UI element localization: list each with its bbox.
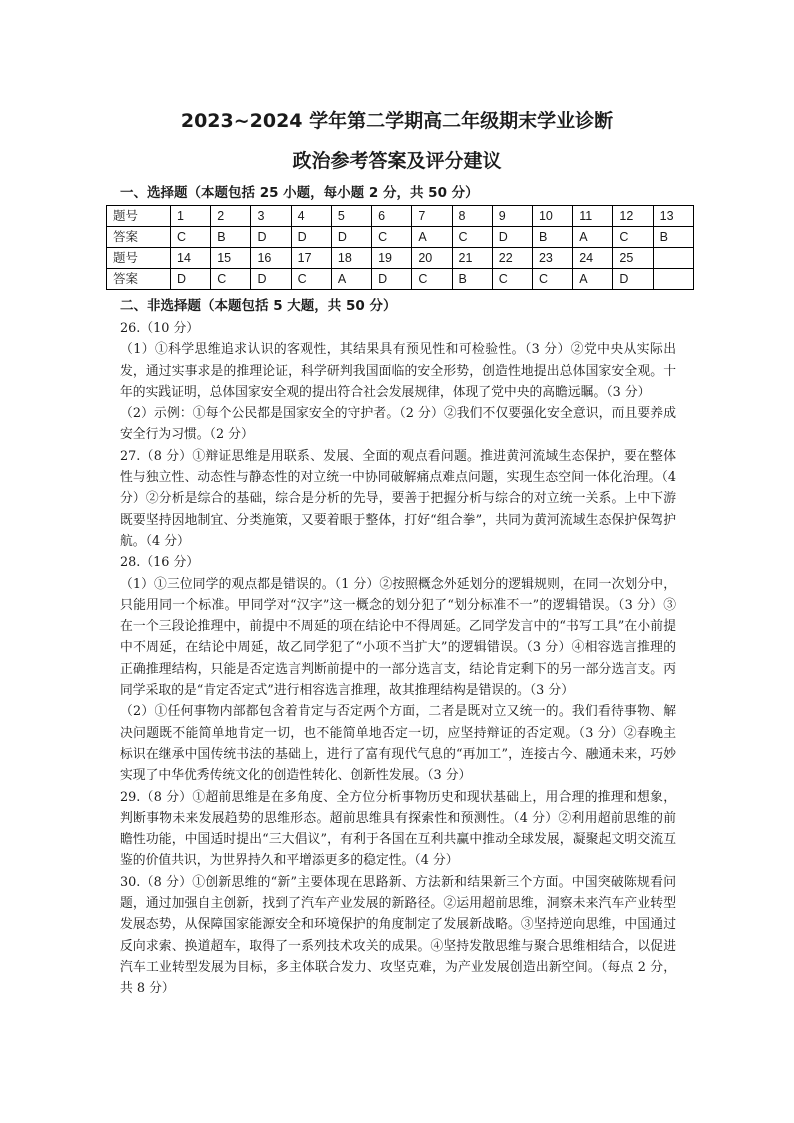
- table-row: [107, 248, 694, 269]
- question-number: 22: [492, 248, 532, 269]
- answer-paragraph: （1）①科学思维追求认识的客观性，其结果具有预见性和可检验性。（3 分）②党中央从实际出发，通过实事求是的推理论证，科学研判我国面临的安全形势，创造性地提出总体国家安全观。十年的实践证明，总体国家安全观的提出符合社会发展规律，体现了党中央的高瞻远瞩。（3 分）: [120, 342, 676, 400]
- question-number: 3: [251, 206, 291, 227]
- question-number: 2: [211, 206, 251, 227]
- answer-cell: C: [532, 269, 572, 290]
- question-number: 17: [291, 248, 331, 269]
- answer-cell: [653, 269, 693, 290]
- question-number: 25: [613, 248, 653, 269]
- answer-cell: B: [653, 227, 693, 248]
- question-number: 9: [492, 206, 532, 227]
- question-number: 12: [613, 206, 653, 227]
- answer-paragraph: 27.（8 分）①辩证思维是用联系、发展、全面的观点看问题。推进黄河流域生态保护，要在整体性与独立性、动态性与静态性的对立统一中协同破解痛点难点问题，实现生态空间一体化治理。（4 分）②分析是综合的基础，综合是分析的先导，要善于把握分析与综合的对立统一关系。上中下游既要坚持因地制宜、分类施策，又要着眼于整体，打好“组合拳”，共同为黄河流域生态保护保驾护航。（4 分）: [120, 448, 676, 549]
- question-number: 18: [331, 248, 371, 269]
- answer-cell: B: [532, 227, 572, 248]
- question-number: 6: [372, 206, 412, 227]
- document-subtitle: 政治参考答案及评分建议: [292, 150, 502, 172]
- answer-table: [106, 205, 694, 290]
- answer-cell: C: [613, 227, 653, 248]
- answer-cell: C: [372, 227, 412, 248]
- answer-cell: C: [171, 227, 211, 248]
- answer-paragraph: 30.（8 分）①创新思维的“新”主要体现在思路新、方法新和结果新三个方面。中国突破陈规看问题，通过加强自主创新，找到了汽车产业发展的新路径。②运用超前思维，洞察未来汽车产业转型发展态势，从保障国家能源安全和环境保护的角度制定了发展新战略。③坚持逆向思维，中国通过反向求索、换道超车，取得了一系列技术攻关的成果。④坚持发散思维与聚合思维相结合，以促进汽车工业转型发展为目标，多主体联合发力、攻坚克难，为产业发展创造出新空间。（每点 2 分，共 8 分）: [120, 874, 676, 997]
- document-title: 2023~2024 学年第二学期高二年级期末学业诊断: [180, 110, 614, 132]
- answer-cell: D: [291, 227, 331, 248]
- answer-cell: D: [331, 227, 371, 248]
- answer-cell: C: [291, 269, 331, 290]
- row-label: 答案: [107, 227, 171, 248]
- answer-cell: C: [492, 269, 532, 290]
- question-number: 21: [452, 248, 492, 269]
- question-number: 24: [573, 248, 613, 269]
- section-heading-non-choice: 二、非选择题（本题包括 5 大题，共 50 分）: [120, 298, 397, 314]
- question-number: 4: [291, 206, 331, 227]
- question-number: 16: [251, 248, 291, 269]
- row-label: 答案: [107, 269, 171, 290]
- answer-cell: B: [211, 227, 251, 248]
- answer-cell: C: [211, 269, 251, 290]
- answer-paragraph: （2）示例：①每个公民都是国家安全的守护者。（2 分）②我们不仅要强化安全意识，而且要养成安全行为习惯。（2 分）: [120, 406, 676, 443]
- answer-paragraph: 28.（16 分）: [120, 555, 200, 571]
- table-row: [107, 269, 694, 290]
- answer-paragraph: 29.（8 分）①超前思维是在多角度、全方位分析事物历史和现状基础上，用合理的推理和想象，判断事物未来发展趋势的思维形态。超前思维具有探索性和预测性。（4 分）②利用超前思维的前瞻性功能，中国适时提出“三大倡议”，有利于各国在互利共赢中推动全球发展，凝聚起文明交流互鉴的价值共识，为世界持久和平增添更多的稳定性。（4 分）: [120, 789, 676, 869]
- section-heading-multiple-choice: 一、选择题（本题包括 25 小题，每小题 2 分，共 50 分）: [120, 185, 479, 201]
- question-number: 14: [171, 248, 211, 269]
- answer-body: [120, 318, 676, 1000]
- question-number: 11: [573, 206, 613, 227]
- question-number: 10: [532, 206, 572, 227]
- answer-cell: C: [412, 269, 452, 290]
- answer-cell: D: [171, 269, 211, 290]
- answer-cell: A: [331, 269, 371, 290]
- answer-cell: C: [452, 227, 492, 248]
- question-number: 13: [653, 206, 693, 227]
- question-number: 1: [171, 206, 211, 227]
- question-number: 5: [331, 206, 371, 227]
- answer-cell: D: [251, 269, 291, 290]
- question-number: 23: [532, 248, 572, 269]
- row-label: 题号: [107, 206, 171, 227]
- table-row: [107, 206, 694, 227]
- row-label: 题号: [107, 248, 171, 269]
- question-number: 20: [412, 248, 452, 269]
- answer-cell: A: [573, 227, 613, 248]
- answer-cell: D: [613, 269, 653, 290]
- question-number: [653, 248, 693, 269]
- question-number: 15: [211, 248, 251, 269]
- answer-cell: D: [492, 227, 532, 248]
- answer-cell: B: [452, 269, 492, 290]
- answer-paragraph: 26.（10 分）: [120, 321, 200, 336]
- question-number: 19: [372, 248, 412, 269]
- answer-paragraph: （1）①三位同学的观点都是错误的。（1 分）②按照概念外延划分的逻辑规则，在同一次划分中，只能用同一个标准。甲同学对“汉字”这一概念的划分犯了“划分标准不一”的逻辑错误。（3 分）③在一个三段论推理中，前提中不周延的项在结论中不得周延。乙同学发言中的“书写工具”在小前提中不周延，在结论中周延，故乙同学犯了“小项不当扩大”的逻辑错误。（3 分）④相容选言推理的正确推理结构，只能是否定选言判断前提中的一部分选言支，结论肯定剩下的另一部分选言支。丙同学采取的是“肯定否定式”进行相容选言推理，故其推理结构是错误的。（3 分）: [120, 576, 676, 699]
- answer-cell: D: [251, 227, 291, 248]
- question-number: 8: [452, 206, 492, 227]
- question-number: 7: [412, 206, 452, 227]
- answer-paragraph: （2）①任何事物内部都包含着肯定与否定两个方面，二者是既对立又统一的。我们看待事物、解决问题既不能简单地肯定一切，也不能简单地否定一切，应坚持辩证的否定观。（3 分）②春晚主标识在继承中国传统书法的基础上，进行了富有现代气息的“再加工”，连接古今、融通未来，巧妙实现了中华优秀传统文化的创造性转化、创新性发展。（3 分）: [120, 704, 676, 784]
- answer-cell: D: [372, 269, 412, 290]
- answer-cell: A: [412, 227, 452, 248]
- answer-cell: A: [573, 269, 613, 290]
- table-row: [107, 227, 694, 248]
